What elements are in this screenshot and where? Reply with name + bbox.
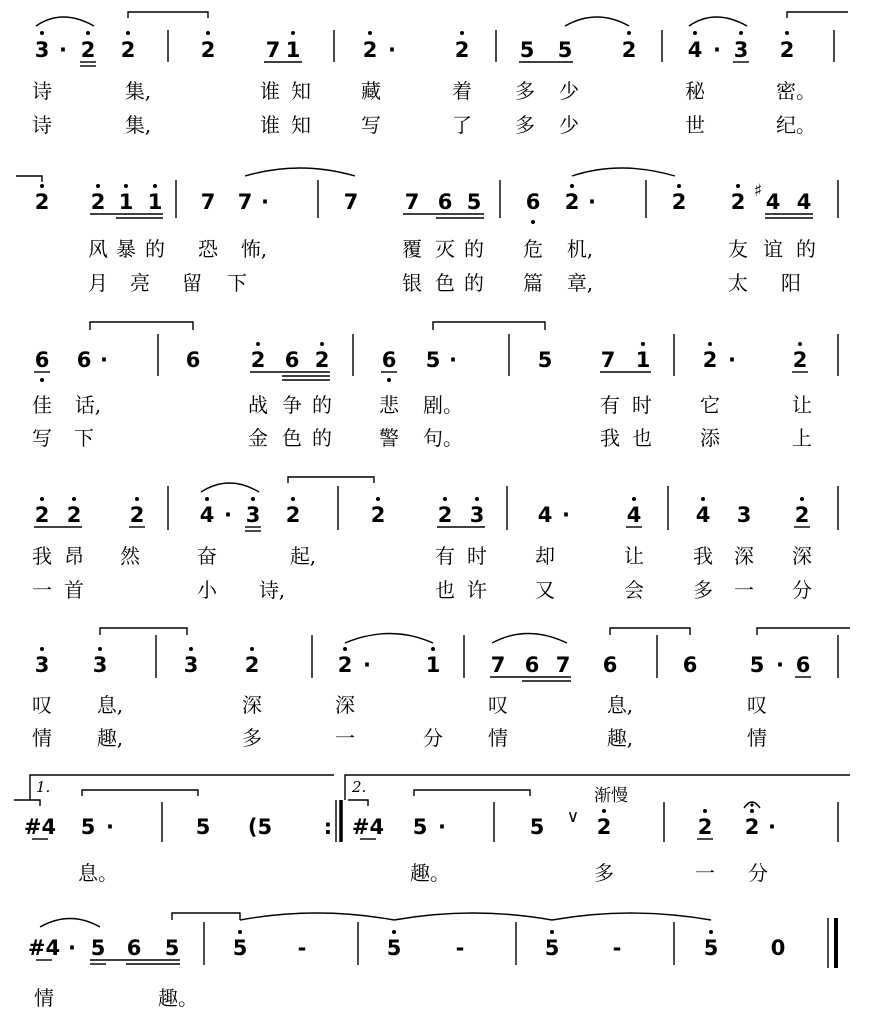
note: 5 <box>90 936 106 960</box>
note: 5 <box>425 348 441 372</box>
lyric: 上 <box>792 426 812 450</box>
note: 4 <box>626 503 642 527</box>
note: 6 <box>284 348 300 372</box>
lyric: 诗, <box>258 578 286 602</box>
lyric: 又 <box>535 578 555 602</box>
lyric: 然 <box>120 544 140 568</box>
slurs <box>40 913 711 927</box>
lyric: 金 <box>248 426 268 450</box>
note: 5 <box>80 815 96 839</box>
note: 2 <box>337 653 353 677</box>
note: #4 <box>351 815 385 839</box>
lyric: 暴 <box>116 237 136 261</box>
lyric: 分 <box>748 861 768 885</box>
stave-7 <box>28 913 836 1010</box>
lyric: 篇 <box>523 271 543 295</box>
note: 5 <box>749 653 765 677</box>
lyric: 写 <box>361 113 381 137</box>
lyric: 趣, <box>606 726 634 750</box>
lyric: 我 <box>693 544 713 568</box>
octave-dots-high <box>256 342 802 346</box>
note: 2 <box>779 38 795 62</box>
stave-5 <box>32 628 850 750</box>
lyric: 多 <box>515 79 535 103</box>
lyric: 时 <box>632 393 652 417</box>
lyric: 了 <box>452 113 472 137</box>
rhythm-underlines <box>490 677 811 681</box>
note: 7 <box>265 38 281 62</box>
note: #4 <box>23 815 57 839</box>
stave-2 <box>16 168 838 295</box>
lyric: 一 <box>734 578 754 602</box>
slurs <box>201 477 374 492</box>
note-dot: · <box>261 190 269 214</box>
lyric: 友 <box>728 237 748 261</box>
note: 2 <box>90 190 106 214</box>
lyric: 奋 <box>197 544 217 568</box>
note-dot: · <box>106 815 114 839</box>
note-dot: · <box>562 503 570 527</box>
lyric: 起, <box>289 544 317 568</box>
sharp-sign: ♯ <box>753 181 763 201</box>
note: 1 <box>118 190 134 214</box>
note-dot: · <box>388 38 396 62</box>
note: 6 <box>602 653 618 677</box>
note: 6 <box>381 348 397 372</box>
lyric: 句。 <box>423 426 463 450</box>
octave-dots-low <box>40 378 391 382</box>
note: 6 <box>34 348 50 372</box>
stave-1 <box>32 12 848 137</box>
lyric: 秘 <box>685 79 705 103</box>
note: 3 <box>733 38 749 62</box>
lyric: 怖, <box>240 237 268 261</box>
lyric: 剧。 <box>423 393 463 417</box>
fermata-icon <box>744 802 760 808</box>
slurs <box>16 168 675 182</box>
lyric: 我 <box>600 426 620 450</box>
note: 2 <box>244 653 260 677</box>
lyric: 一 <box>335 726 355 750</box>
note: 7 <box>237 190 253 214</box>
note: 2 <box>314 348 330 372</box>
note: 6 <box>682 653 698 677</box>
lyric: 银 <box>402 271 422 295</box>
note-dot: · <box>776 653 784 677</box>
lyric: 许 <box>467 578 487 602</box>
note: 2 <box>671 190 687 214</box>
dash: - <box>612 936 622 960</box>
lyric: 一 <box>32 578 52 602</box>
rhythm-underlines <box>34 527 810 531</box>
note: 2 <box>702 348 718 372</box>
note: 2 <box>437 503 453 527</box>
lyric: 深 <box>335 693 355 717</box>
ending-label: 1. <box>36 778 51 796</box>
lyric: 写 <box>32 426 52 450</box>
octave-dots-high <box>238 930 713 934</box>
slurs <box>100 628 850 643</box>
note: 4 <box>695 503 711 527</box>
note: 6 <box>795 653 811 677</box>
lyric: 太 <box>728 271 748 295</box>
note-dot: · <box>100 348 108 372</box>
note: 2 <box>697 815 713 839</box>
note: 7 <box>490 653 506 677</box>
note: 2 <box>129 503 145 527</box>
lyric: 息。 <box>78 861 118 885</box>
note: 2 <box>285 503 301 527</box>
lyric: 话, <box>74 393 102 417</box>
note: 2 <box>362 38 378 62</box>
lyric: 月 <box>88 271 108 295</box>
breath-mark: ∨ <box>566 807 580 827</box>
lyric: 情 <box>32 726 52 750</box>
note: 2 <box>250 348 266 372</box>
lyric: 分 <box>423 726 443 750</box>
lyric: 谁 <box>260 79 280 103</box>
note: 7 <box>200 190 216 214</box>
note: 2 <box>792 348 808 372</box>
lyric: 覆 <box>402 237 422 261</box>
note: 2 <box>66 503 82 527</box>
note: 5 <box>519 38 535 62</box>
lyric: 集, <box>124 79 152 103</box>
lyric: 战 <box>248 393 268 417</box>
lyric: 佳 <box>32 393 52 417</box>
note: 7 <box>404 190 420 214</box>
lyric: 诗 <box>32 113 52 137</box>
lyric: 也 <box>435 578 455 602</box>
lyric: 的 <box>145 237 165 261</box>
lyric: 深 <box>734 544 754 568</box>
rhythm-underlines <box>80 62 749 66</box>
lyric: 让 <box>624 544 644 568</box>
note: 5 <box>529 815 545 839</box>
rest: 0 <box>770 936 786 960</box>
note-dot: · <box>728 348 736 372</box>
lyric: 它 <box>700 393 720 417</box>
note: 3 <box>183 653 199 677</box>
note: 5 <box>164 936 180 960</box>
lyric: 的 <box>796 237 816 261</box>
stave-4 <box>32 477 838 602</box>
lyric: 多 <box>594 861 614 885</box>
lyric: 藏 <box>361 79 381 103</box>
note: 3 <box>34 653 50 677</box>
lyric: 我 <box>32 544 52 568</box>
lyric: 诗 <box>32 79 52 103</box>
lyric: 深 <box>792 544 812 568</box>
lyric: 恐 <box>198 237 218 261</box>
lyric: 会 <box>624 578 644 602</box>
note: 2 <box>730 190 746 214</box>
note: 2 <box>596 815 612 839</box>
octave-dots-high <box>40 184 740 188</box>
lyric: 多 <box>242 726 262 750</box>
note: 1 <box>635 348 651 372</box>
slurs <box>90 322 545 330</box>
ending-label: 2. <box>352 778 367 796</box>
rhythm-underlines <box>36 960 180 964</box>
octave-dots-high <box>40 647 435 651</box>
lyric: 知 <box>291 113 311 137</box>
note: 3 <box>245 503 261 527</box>
lyric: 留 <box>182 271 202 295</box>
note-dot: · <box>768 815 776 839</box>
note: 5 <box>386 936 402 960</box>
lyric: 情 <box>488 726 508 750</box>
note-dot: · <box>713 38 721 62</box>
lyric: 添 <box>700 426 720 450</box>
note: 4 <box>199 503 215 527</box>
lyric: 小 <box>197 578 217 602</box>
tempo-marking: 渐慢 <box>594 786 628 806</box>
lyric: 机, <box>566 237 594 261</box>
repeat-sign: : <box>323 815 333 839</box>
lyric: 叹 <box>32 693 52 717</box>
lyric: 的 <box>464 237 484 261</box>
note-dot: · <box>224 503 232 527</box>
note: 2 <box>564 190 580 214</box>
stave-3 <box>32 322 838 450</box>
slurs <box>36 12 848 26</box>
lyric: 息, <box>606 693 634 717</box>
note-dot: · <box>68 936 76 960</box>
note: 7 <box>600 348 616 372</box>
note: 2 <box>200 38 216 62</box>
octave-dots-high <box>40 31 789 35</box>
note: 2 <box>454 38 470 62</box>
lyric: 色 <box>435 271 455 295</box>
lyric: 情 <box>34 986 54 1010</box>
lyric: 下 <box>74 426 94 450</box>
note: 2 <box>34 190 50 214</box>
lyric: 叹 <box>747 693 767 717</box>
note-dot: · <box>438 815 446 839</box>
lyric: 叹 <box>488 693 508 717</box>
lyric: 着 <box>452 79 472 103</box>
lyric: 警 <box>379 426 399 450</box>
note: 6 <box>76 348 92 372</box>
note: 4 <box>537 503 553 527</box>
note: 3 <box>736 503 752 527</box>
lyric: 少 <box>559 79 579 103</box>
note: 2 <box>34 503 50 527</box>
octave-dots-high <box>602 809 754 813</box>
lyric: 首 <box>64 578 84 602</box>
lyric: 谊 <box>763 237 783 261</box>
lyric: 谁 <box>260 113 280 137</box>
stave-6 <box>14 775 850 885</box>
lyric: 下 <box>227 271 247 295</box>
note: 5 <box>557 38 573 62</box>
note: 5 <box>232 936 248 960</box>
note: 4 <box>765 190 781 214</box>
lyric: 趣。 <box>158 986 198 1010</box>
lyric: 深 <box>242 693 262 717</box>
lyric: 少 <box>559 113 579 137</box>
lyric: 一 <box>695 861 715 885</box>
lyric: 悲 <box>379 393 399 417</box>
note: 3 <box>34 38 50 62</box>
lyric: 危 <box>523 237 543 261</box>
note: #4 <box>27 936 61 960</box>
note: 4 <box>796 190 812 214</box>
note: 5 <box>195 815 211 839</box>
note: (5 <box>247 815 273 839</box>
note: 5 <box>544 936 560 960</box>
dash: - <box>455 936 465 960</box>
rhythm-underlines <box>90 214 813 218</box>
lyric: 有 <box>600 393 620 417</box>
lyric: 也 <box>632 426 652 450</box>
lyric: 章, <box>566 271 594 295</box>
lyric: 纪。 <box>776 113 816 137</box>
note: 6 <box>524 653 540 677</box>
octave-dots-high <box>40 497 804 501</box>
lyric: 亮 <box>130 271 150 295</box>
lyric: 密。 <box>776 79 816 103</box>
note: 7 <box>555 653 571 677</box>
lyric: 趣, <box>96 726 124 750</box>
note: 2 <box>744 815 760 839</box>
note-dot: · <box>449 348 457 372</box>
note: 5 <box>412 815 428 839</box>
note: 3 <box>92 653 108 677</box>
lyric: 集, <box>124 113 152 137</box>
note: 2 <box>370 503 386 527</box>
lyric: 风 <box>88 237 108 261</box>
note: 5 <box>466 190 482 214</box>
note: 2 <box>120 38 136 62</box>
note: 5 <box>537 348 553 372</box>
lyric: 趣。 <box>410 861 450 885</box>
lyric: 世 <box>685 113 705 137</box>
lyric: 的 <box>312 393 332 417</box>
note: 4 <box>687 38 703 62</box>
lyric: 分 <box>792 578 812 602</box>
note: 3 <box>469 503 485 527</box>
note: 2 <box>794 503 810 527</box>
note: 1 <box>285 38 301 62</box>
lyric: 时 <box>467 544 487 568</box>
rhythm-underlines <box>34 372 808 380</box>
dash: - <box>297 936 307 960</box>
lyric: 有 <box>435 544 455 568</box>
note-dot: · <box>588 190 596 214</box>
volta-bracket-1 <box>30 775 334 800</box>
lyric: 灭 <box>435 237 455 261</box>
lyric: 色 <box>282 426 302 450</box>
lyric: 息, <box>96 693 124 717</box>
lyric: 情 <box>747 726 767 750</box>
note: 2 <box>621 38 637 62</box>
lyric: 阳 <box>781 271 801 295</box>
lyric: 的 <box>464 271 484 295</box>
lyric: 知 <box>291 79 311 103</box>
note: 6 <box>185 348 201 372</box>
note-dot: · <box>59 38 67 62</box>
note: 6 <box>525 190 541 214</box>
lyric: 却 <box>535 544 555 568</box>
lyric: 让 <box>792 393 812 417</box>
note-dot: · <box>363 653 371 677</box>
note: 6 <box>437 190 453 214</box>
lyric: 多 <box>693 578 713 602</box>
note: 6 <box>126 936 142 960</box>
note: 2 <box>80 38 96 62</box>
octave-dots-low <box>531 220 535 224</box>
lyric: 争 <box>282 393 302 417</box>
note: 7 <box>343 190 359 214</box>
slurs <box>14 790 530 806</box>
lyric: 的 <box>312 426 332 450</box>
lyric: 多 <box>515 113 535 137</box>
note: 1 <box>147 190 163 214</box>
lyric: 昂 <box>64 544 84 568</box>
note: 1 <box>425 653 441 677</box>
note: 5 <box>703 936 719 960</box>
sharp-signs <box>754 181 762 201</box>
